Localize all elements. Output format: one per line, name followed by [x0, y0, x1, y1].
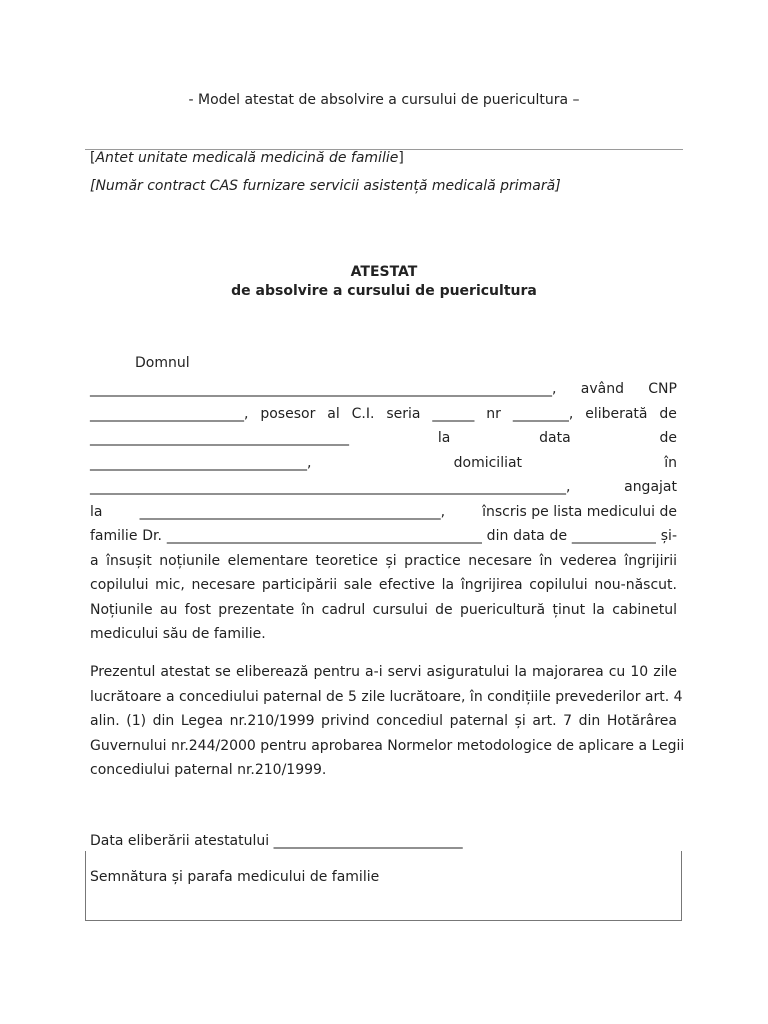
word-angajat: angajat: [624, 479, 677, 495]
body-line-5: [90, 475, 677, 500]
body-line-1: [90, 377, 677, 402]
body-line-3: [90, 426, 677, 451]
cnp-blank: ______________________,: [90, 405, 249, 422]
signature-label: Semnătura și parafa medicului de familie: [90, 869, 380, 885]
word-in: în: [664, 454, 677, 471]
issuer-blank: _____________________________________: [90, 430, 349, 446]
body-line-7: familie Dr. _____________________________________________ din data de ____________ și-: [90, 528, 677, 544]
body-line-8: a însușit noțiunile elementare teoretice și practice necesare în vederea îngrijirii: [90, 552, 677, 569]
word-la: la: [437, 430, 451, 446]
legal-line-2: lucrătoare a concediului paternal de 5 zile lucrătoare, în condițiile prevederilor art. 4: [90, 688, 683, 705]
certificate-body: [90, 377, 677, 647]
word-eliberata: eliberată: [585, 405, 648, 422]
header-letterhead-placeholder: [90, 150, 404, 166]
number-blank: ________,: [512, 405, 574, 422]
word-de: de: [659, 405, 677, 422]
word-cnp: CNP: [648, 381, 677, 397]
word-ci: C.I.: [351, 405, 375, 422]
legal-paragraph: [90, 660, 685, 783]
word-de-2: de: [659, 430, 677, 446]
letterhead-text: Antet unitate medicală medicină de familie: [95, 150, 399, 166]
legal-line-4: Guvernului nr.244/2000 pentru aprobarea Normelor metodologice de aplicare a Legii: [90, 737, 685, 754]
address-blank: ____________________________________________________________________,: [90, 479, 571, 495]
text-inscris: înscris pe lista medicului de: [482, 503, 677, 520]
salutation: Domnul: [135, 355, 190, 371]
word-nr: nr: [486, 405, 501, 422]
word-domiciliat: domiciliat: [453, 454, 523, 471]
issue-date-field: Data eliberării atestatului ___________________________: [90, 833, 463, 849]
body-line-11: medicului său de familie.: [90, 626, 266, 642]
signature-box: [85, 851, 682, 921]
certificate-title-sub: de absolvire a cursului de puericultura: [231, 283, 537, 299]
employer-blank: ___________________________________________,: [139, 503, 446, 520]
body-line-2: [90, 402, 677, 427]
legal-line-5: concediului paternal nr.210/1999.: [90, 762, 327, 778]
legal-line-3: alin. (1) din Legea nr.210/1999 privind concediul paternal și art. 7 din Hotărârea: [90, 713, 677, 729]
body-line-9: copilului mic, necesare participării sale efective la îngrijirea copilului nou-născut.: [90, 577, 677, 593]
word-avand: având: [580, 381, 624, 397]
name-blank: __________________________________________________________________,: [90, 381, 557, 397]
document-heading: - Model atestat de absolvire a cursului de puericultura –: [188, 92, 580, 108]
word-posesor: posesor: [260, 405, 316, 422]
body-line-6: [90, 500, 677, 525]
word-la-2: la: [90, 503, 103, 520]
certificate-title-main: ATESTAT: [350, 264, 418, 280]
series-blank: ______: [432, 405, 475, 422]
bracket-close: ]: [398, 150, 404, 166]
word-al: al: [327, 405, 340, 422]
header-contract-placeholder: [Număr contract CAS furnizare servicii asistență medicală primară]: [90, 178, 561, 194]
legal-line-1: Prezentul atestat se eliberează pentru a-i servi asiguratului la majorarea cu 10 zile: [90, 664, 677, 680]
word-seria: seria: [386, 405, 421, 422]
bracket-open: [: [90, 150, 96, 166]
word-data: data: [539, 430, 571, 446]
issue-date-blank: _______________________________,: [90, 454, 312, 471]
body-line-4: [90, 451, 677, 476]
body-line-10: Noțiunile au fost prezentate în cadrul cursului de puericultură ținut la cabinetul: [90, 601, 677, 618]
certificate-title: [0, 263, 768, 301]
